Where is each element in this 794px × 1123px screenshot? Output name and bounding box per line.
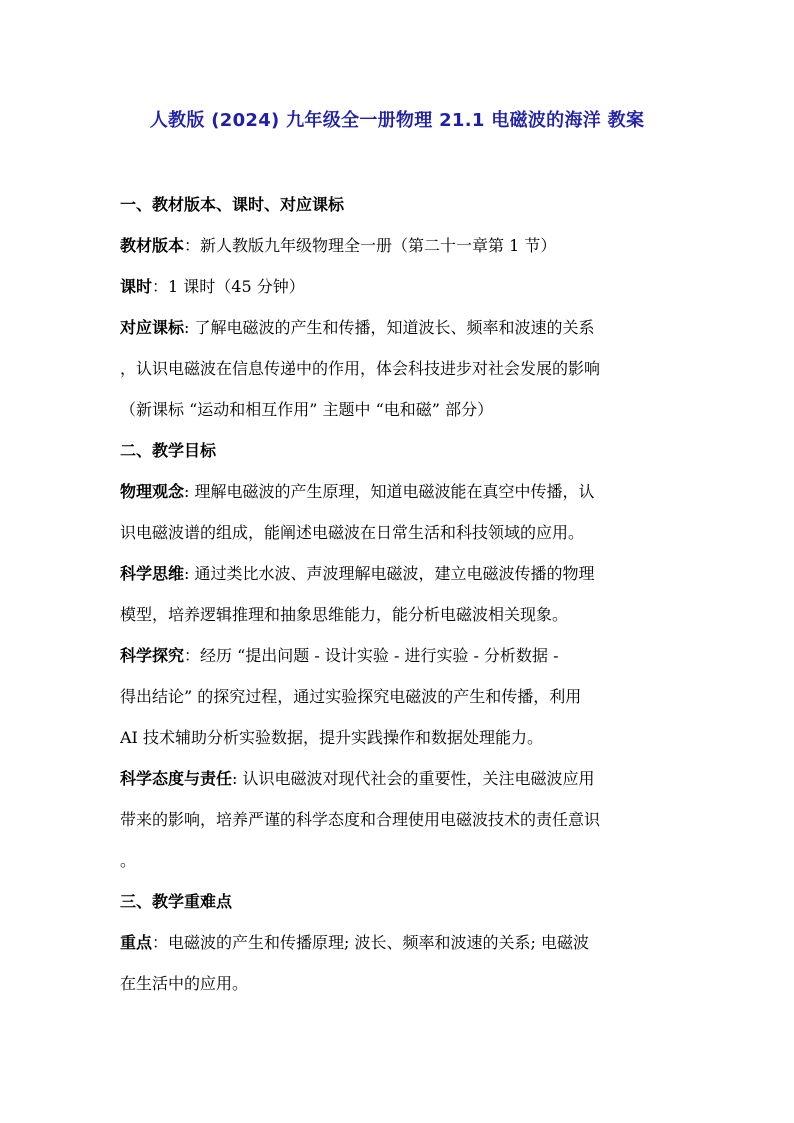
- concept-text-line-1: : 理解电磁波的产生原理，知道电磁波能在真空中传播，认: [184, 482, 595, 501]
- thinking-label: 科学思维: [120, 564, 185, 583]
- standard-text-line-1: : 了解电磁波的产生和传播，知道波长、频率和波速的关系: [184, 318, 595, 337]
- concept-text-line-2: 识电磁波谱的组成，能阐述电磁波在日常生活和科技领域的应用。: [120, 523, 585, 542]
- key-text-line-2: 在生活中的应用。: [120, 974, 249, 993]
- standard-text-line-3: （新课标 “运动和相互作用” 主题中 “电和磁” 部分）: [120, 400, 494, 419]
- key-paragraph: [120, 922, 680, 963]
- period-label: 课时: [120, 277, 153, 296]
- period-paragraph: [120, 266, 680, 307]
- concept-paragraph: [120, 471, 680, 512]
- attitude-text-line-2: 带来的影响，培养严谨的科学态度和合理使用电磁波技术的责任意识: [120, 810, 601, 829]
- inquiry-text-line-2: 得出结论” 的探究过程，通过实验探究电磁波的产生和传播，利用: [120, 687, 582, 706]
- key-label: 重点: [120, 933, 153, 952]
- standard-paragraph: [120, 307, 680, 348]
- section-heading-1: 一、教材版本、课时、对应课标: [120, 195, 345, 214]
- inquiry-paragraph: [120, 635, 680, 676]
- edition-text: ：新人教版九年级物理全一册（第二十一章第 1 节）: [184, 236, 557, 255]
- attitude-text-line-3: 。: [120, 851, 137, 870]
- attitude-label: 科学态度与责任: [120, 769, 233, 788]
- standard-text-line-2: ，认识电磁波在信息传递中的作用，体会科技进步对社会发展的影响: [120, 359, 601, 378]
- section-heading-2: 二、教学目标: [120, 441, 217, 460]
- thinking-text-line-1: : 通过类比水波、声波理解电磁波，建立电磁波传播的物理: [184, 564, 595, 583]
- document-title: 人教版 (2024) 九年级全一册物理 21.1 电磁波的海洋 教案: [149, 110, 645, 131]
- document-body: [120, 184, 680, 1004]
- thinking-text-line-2: 模型，培养逻辑推理和抽象思维能力，能分析电磁波相关现象。: [120, 605, 569, 624]
- thinking-paragraph: [120, 553, 680, 594]
- attitude-text-line-1: : 认识电磁波对现代社会的重要性，关注电磁波应用: [232, 769, 595, 788]
- concept-label: 物理观念: [120, 482, 185, 501]
- edition-paragraph: [120, 225, 680, 266]
- edition-label: 教材版本: [120, 236, 185, 255]
- inquiry-label: 科学探究: [120, 646, 185, 665]
- period-text: ：1 课时（45 分钟）: [152, 277, 305, 296]
- inquiry-text-line-1: ：经历 “提出问题 - 设计实验 - 进行实验 - 分析数据 -: [184, 646, 559, 665]
- key-text-line-1: ：电磁波的产生和传播原理; 波长、频率和波速的关系; 电磁波: [152, 933, 589, 952]
- standard-label: 对应课标: [120, 318, 185, 337]
- inquiry-text-line-3: AI 技术辅助分析实验数据，提升实践操作和数据处理能力。: [120, 728, 543, 747]
- section-heading-3: 三、教学重难点: [120, 892, 233, 911]
- attitude-paragraph: [120, 758, 680, 799]
